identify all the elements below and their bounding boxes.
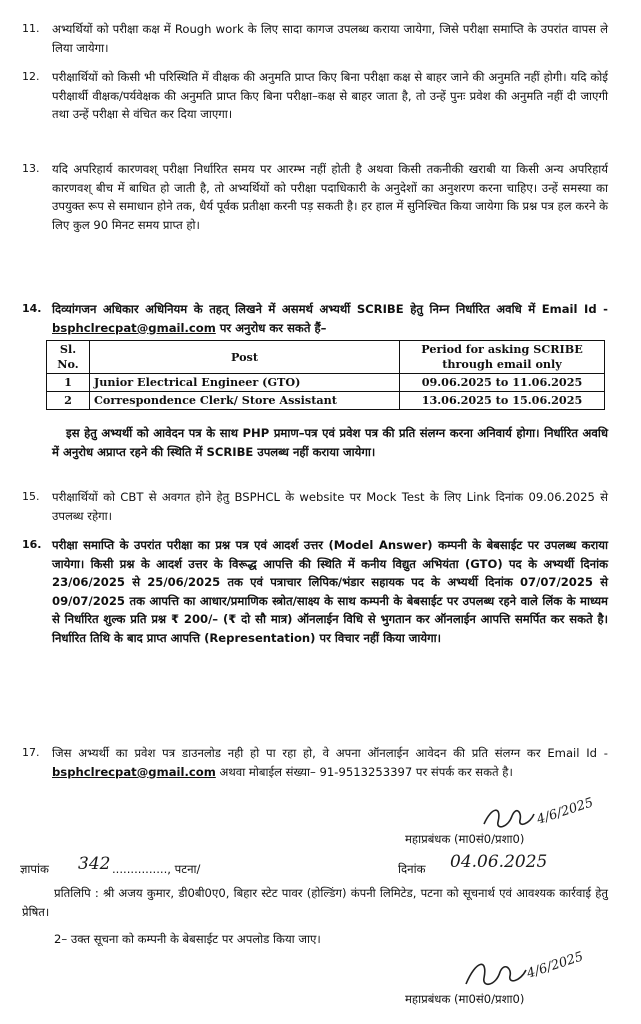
scribe-table-header-period: Period for asking SCRIBE through email only bbox=[400, 341, 605, 374]
signature-2-date: 4/6/2025 bbox=[525, 949, 586, 982]
table-cell-post: Correspondence Clerk/ Store Assistant bbox=[90, 392, 400, 410]
memo-date-value: 04.06.2025 bbox=[450, 852, 548, 872]
memo-number-label: ज्ञापांक bbox=[20, 862, 49, 876]
item-14-text bbox=[52, 300, 608, 337]
table-row bbox=[47, 374, 605, 392]
item-13-text: यदि अपरिहार्य कारणवश् परीक्षा निर्धारित समय पर आरम्भ नहीं होती है अथवा किसी तकनीकी खराबी या किसी अन्य अपरिहार्य कारणवश् बीच में बाधित हो जाती है, तो अभ्यर्थियों को परीक्षा पदाधिकारी के अनुदेशों का अनुशरण करना चाहिए। उन्हें समस्या का उपयुक्त रूप से समाधान होने तक, धैर्य पूर्वक प्रतीक्षा करनी पड़ सकती है। हर हाल में सुनिश्चित किया जायेगा कि प्रश्न पत्र हल करने के लिए कुल 90 मिनट समय प्राप्त हो। bbox=[52, 162, 608, 232]
item-16-text: परीक्षा समाप्ति के उपरांत परीक्षा का प्रश्न पत्र एवं आदर्श उत्तर (Model Answer) कम्पनी के बेबसाईट पर उपलब्ध कराया जायेगा। किसी प्रश्न के आदर्श उत्तर के विरूद्ध आपत्ति की स्थिति में कनीय विद्युत अभियंता (GTO) पद के अभ्यर्थी दिनांक 23/06/2025 से 25/06/2025 तक एवं पत्राचार लिपिक/भंडार सहायक पद के अभ्यर्थी दिनांक 07/07/2025 से 09/07/2025 तक आपत्ति का आधार/प्रमाणिक स्त्रोत/साक्ष्य के साथ कम्पनी के बेबसाईट पर उपलब्ध रहने वाले लिंक के माध्यम से निर्धारित शुल्क प्रति प्रश्न ₹ 200/– (₹ दो सौ मात्र) ऑनलाईन विधि से भुगतान कर ऑनलाईन आपत्ति समर्पित कर सकते है। निर्धारित तिथि के बाद प्राप्त आपत्ति (Representation) पर विचार नहीं किया जायेगा। bbox=[52, 538, 608, 645]
item-15-text: परीक्षार्थियों को CBT से अवगत होने हेतु BSPHCL के website पर Mock Test के लिए Link दिनांक 09.06.2025 से उपलब्ध रहेगा। bbox=[52, 490, 608, 523]
copy-line-2: 2– उक्त सूचना को कम्पनी के बेबसाईट पर अपलोड किया जाए। bbox=[54, 932, 321, 946]
table-cell-sl: 2 bbox=[47, 392, 90, 410]
table-cell-post: Junior Electrical Engineer (GTO) bbox=[90, 374, 400, 392]
item-number-11: 11. bbox=[22, 22, 40, 35]
item-number-16: 16. bbox=[22, 538, 42, 551]
item-14-text-b: पर अनुरोध कर सकते हैं– bbox=[215, 320, 327, 335]
scribe-table-header-row bbox=[47, 341, 605, 374]
scribe-table bbox=[46, 340, 605, 410]
signature-2-designation: महाप्रबंधक (मा0सं0/प्रशा0) bbox=[405, 992, 525, 1006]
item-number-17: 17. bbox=[22, 746, 40, 759]
contact-email-link[interactable]: bsphclrecpat@gmail.com bbox=[52, 764, 216, 779]
item-12-text: परीक्षार्थियों को किसी भी परिस्थिति में वीक्षक की अनुमति प्राप्त किए बिना परीक्षा कक्ष से बाहर जाने की अनुमति नहीं होगी। यदि कोई परीक्षार्थी वीक्षक/पर्यवेक्षक की अनुमति प्राप्त किए बिना परीक्षा–कक्ष से बाहर जाता है, तो उन्हें पुनः प्रवेश की अनुमति नहीं दी जाएगी तथा उन्हें परीक्षा से वंचित कर दिया जाएगा। bbox=[52, 70, 608, 121]
item-14-followup-text: इस हेतु अभ्यर्थी को आवेदन पत्र के साथ PHP प्रमाण–पत्र एवं प्रवेश पत्र की प्रति संलग्न करना अनिवार्य होगा। निर्धारित अवधि में अनुरोध अप्राप्त रहने की स्थिति में SCRIBE उपलब्ध नहीं कराया जायेगा। bbox=[52, 426, 608, 459]
item-11-text: अभ्यर्थियों को परीक्षा कक्ष में Rough work के लिए सादा कागज उपलब्ध कराया जायेगा, जिसे परीक्षा समाप्ति के उपरांत वापस ले लिया जायेगा। bbox=[52, 22, 608, 55]
scribe-email-link[interactable]: bsphclrecpat@gmail.com bbox=[52, 320, 216, 335]
table-cell-period: 13.06.2025 to 15.06.2025 bbox=[400, 392, 605, 410]
table-row bbox=[47, 392, 605, 410]
scribe-table-header-post: Post bbox=[90, 341, 400, 374]
copy-line-1: प्रतिलिपि : श्री अजय कुमार, डी0बी0ए0, बिहार स्टेट पावर (होल्डिंग) कंपनी लिमिटेड, पटना को सूचनार्थ एवं आवश्यक कार्रवाई हेतु प्रेषित। bbox=[22, 886, 608, 919]
memo-date-label: दिनांक bbox=[398, 862, 426, 876]
table-cell-sl: 1 bbox=[47, 374, 90, 392]
item-17-text-b: अथवा मोबाईल संख्या– 91-9513253397 पर संपर्क कर सकते है। bbox=[215, 764, 513, 779]
item-number-14: 14. bbox=[22, 302, 42, 315]
memo-number-value: 342 bbox=[78, 854, 111, 874]
item-number-12: 12. bbox=[22, 70, 40, 83]
item-number-13: 13. bbox=[22, 162, 40, 175]
item-number-15: 15. bbox=[22, 490, 40, 503]
scribe-table-header-sl: Sl. No. bbox=[47, 341, 90, 374]
table-cell-period: 09.06.2025 to 11.06.2025 bbox=[400, 374, 605, 392]
signature-1-designation: महाप्रबंधक (मा0सं0/प्रशा0) bbox=[405, 832, 525, 846]
item-17-text-a: जिस अभ्यर्थी का प्रवेश पत्र डाउनलोड नही हो पा रहा हो, वे अपना ऑनलाईन आवेदन की प्रति संलग्न कर Email Id - bbox=[52, 746, 608, 760]
item-17-text bbox=[52, 744, 608, 781]
signature-1-date: 4/6/2025 bbox=[535, 795, 596, 828]
memo-place: ..............., पटना/ bbox=[112, 862, 201, 876]
item-14-text-a: दिव्यांगजन अधिकार अधिनियम के तहत् लिखने में असमर्थ अभ्यर्थी SCRIBE हेतु निम्न निर्धारित अवधि में Email Id - bbox=[52, 302, 608, 316]
